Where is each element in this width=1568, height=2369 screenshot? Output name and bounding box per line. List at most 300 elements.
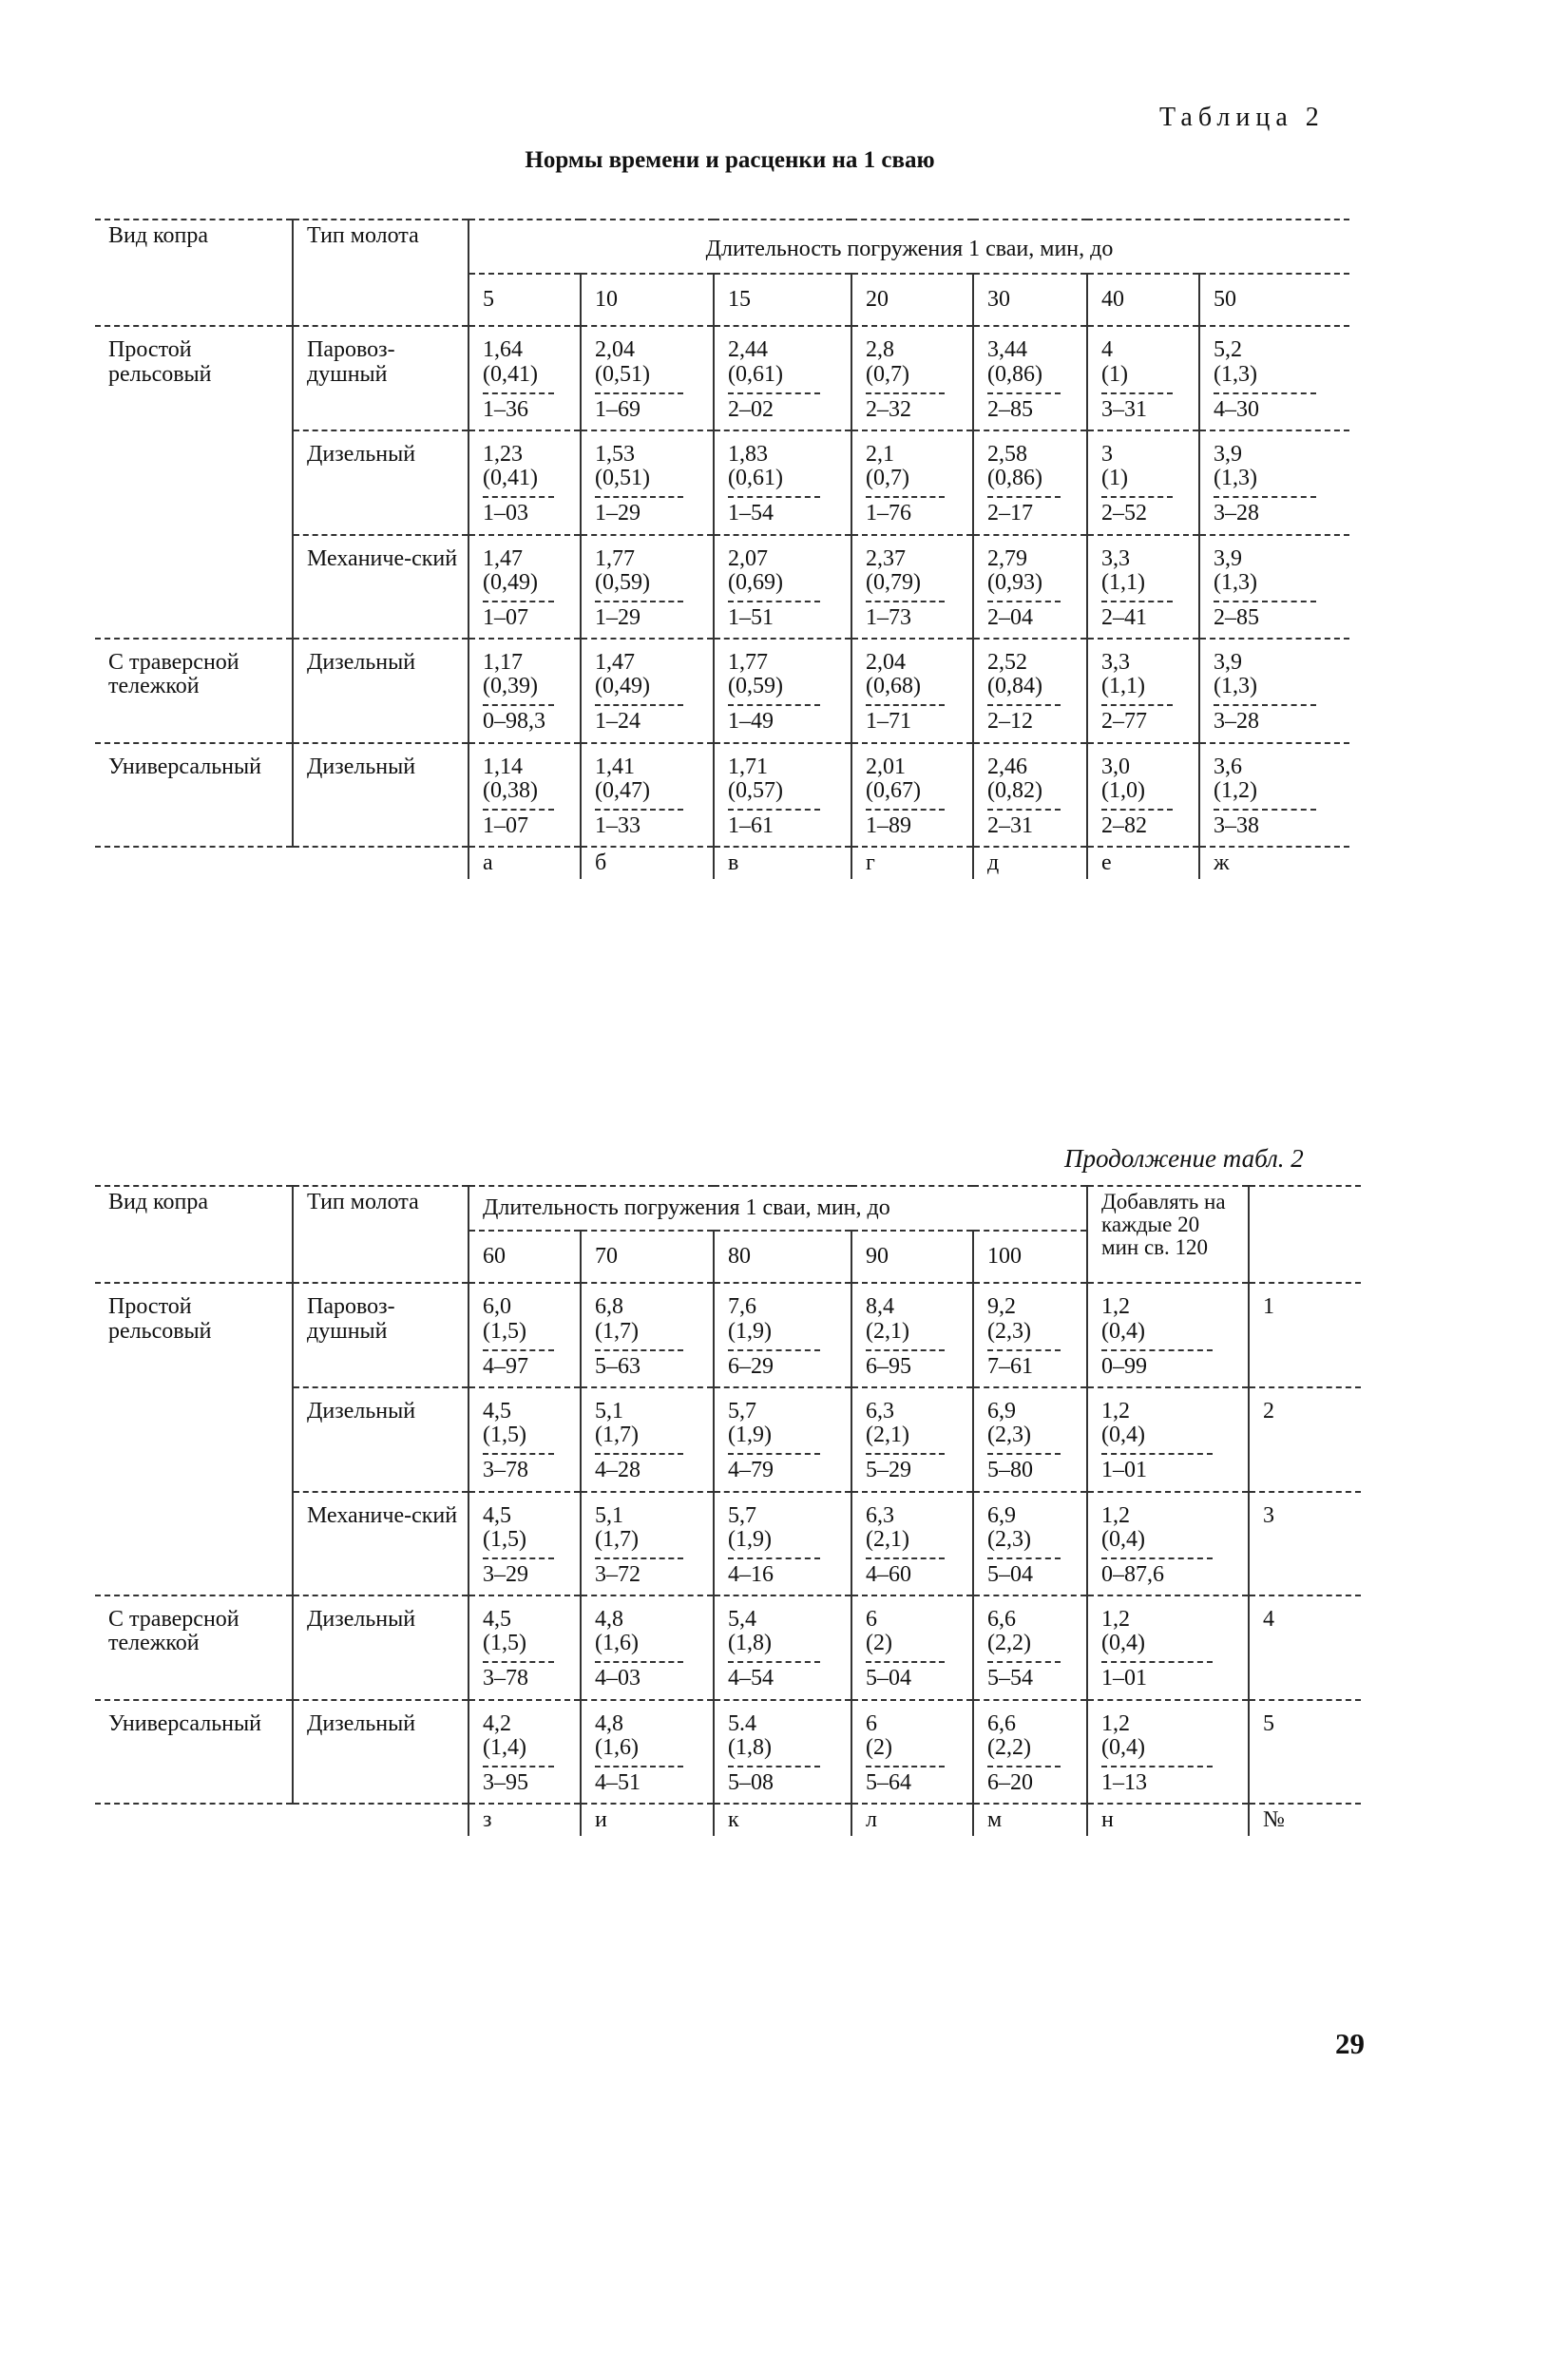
machine-time: (2,1) [866, 1526, 909, 1552]
value-cell [1199, 639, 1349, 743]
machine-time: (1,5) [483, 1526, 526, 1552]
norm-time: 4,5 [483, 1398, 511, 1423]
fraction-divider [866, 1557, 945, 1559]
machine-time: (1,9) [728, 1526, 772, 1552]
letters-blank [293, 1804, 468, 1836]
norm-time: 4 [1101, 337, 1113, 363]
value-cell [973, 1700, 1087, 1805]
fraction-divider [1101, 496, 1173, 498]
norm-time: 3,0 [1101, 754, 1130, 779]
rate-value: 1–07 [483, 604, 528, 630]
fraction-divider [987, 1453, 1061, 1455]
rate-value: 5–04 [987, 1561, 1033, 1587]
fraction-divider [987, 704, 1061, 706]
fraction-divider [728, 704, 820, 706]
machine-time: (0,93) [987, 569, 1042, 595]
table-row [95, 1492, 1361, 1596]
rate-value: 1–36 [483, 396, 528, 422]
machine-time: (1,5) [483, 1423, 526, 1448]
machine-time: (1,9) [728, 1318, 772, 1344]
norm-time: 5,1 [595, 1398, 623, 1423]
machine-time: (1,3) [1214, 361, 1257, 387]
rate-value: 2–52 [1101, 501, 1147, 526]
norm-time: 9,2 [987, 1294, 1016, 1320]
rate-value: 3–29 [483, 1561, 528, 1587]
value-cell [581, 326, 714, 430]
duration-header: 50 [1199, 274, 1349, 326]
fraction-divider [728, 809, 820, 811]
kopr-cell: Универсальный [95, 743, 293, 848]
rate-value: 4–03 [595, 1666, 641, 1691]
molot-cell: Дизельный [293, 1700, 468, 1805]
value-cell [973, 535, 1087, 640]
norm-time: 1,2 [1101, 1398, 1131, 1423]
value-cell [468, 430, 581, 535]
fraction-divider [595, 1661, 683, 1663]
value-cell [581, 1387, 714, 1492]
num-label: № [1249, 1804, 1361, 1836]
header-duration: Длительность погружения 1 сваи, мин, до [468, 1186, 1087, 1231]
rate-value: 4–97 [483, 1353, 528, 1379]
fraction-divider [595, 1453, 683, 1455]
machine-time: (1,3) [1214, 466, 1257, 491]
column-letter: д [973, 847, 1087, 879]
value-cell [973, 743, 1087, 848]
norm-time: 6,6 [987, 1607, 1016, 1633]
fraction-divider [483, 392, 554, 394]
table1-header-row [95, 220, 1349, 274]
value-cell [468, 743, 581, 848]
norm-time: 1,53 [595, 441, 635, 467]
kopr-cell: Простой рельсовый [95, 326, 293, 430]
table-row [95, 430, 1349, 535]
machine-time: (1,0) [1101, 777, 1145, 803]
value-cell [1087, 1387, 1249, 1492]
rate-value: 1–24 [595, 709, 641, 735]
machine-time: (1) [1101, 361, 1128, 387]
fraction-divider [728, 1661, 820, 1663]
value-cell [1087, 430, 1199, 535]
column-letter: в [714, 847, 851, 879]
machine-time: (0,79) [866, 569, 921, 595]
rate-value: 6–20 [987, 1770, 1033, 1795]
machine-time: (0,67) [866, 777, 921, 803]
value-cell [1199, 430, 1349, 535]
value-cell [973, 326, 1087, 430]
rate-value: 1–01 [1101, 1666, 1148, 1691]
rate-value: 6–95 [866, 1353, 911, 1379]
machine-time: (0,39) [483, 674, 538, 699]
fraction-divider [987, 601, 1061, 602]
fraction-divider [987, 1557, 1061, 1559]
norm-time: 2,79 [987, 545, 1027, 571]
machine-time: (1,4) [483, 1734, 526, 1760]
norm-time: 8,4 [866, 1294, 894, 1320]
machine-time: (1,3) [1214, 569, 1257, 595]
value-cell [714, 1595, 851, 1700]
header-add: Добавлять на каждые 20 мин св. 120 [1087, 1186, 1249, 1283]
table-row [95, 326, 1349, 430]
value-cell [973, 1387, 1087, 1492]
norms-table-1 [95, 219, 1349, 879]
norm-time: 7,6 [728, 1294, 756, 1320]
fraction-divider [483, 496, 554, 498]
norm-time: 2,04 [866, 650, 906, 676]
row-number: 3 [1249, 1492, 1361, 1596]
norm-time: 6 [866, 1607, 877, 1633]
fraction-divider [483, 1661, 554, 1663]
value-cell [581, 743, 714, 848]
norm-time: 3,3 [1101, 545, 1130, 571]
value-cell [1087, 326, 1199, 430]
header-duration: Длительность погружения 1 сваи, мин, до [468, 220, 1349, 274]
fraction-divider [728, 1557, 820, 1559]
machine-time: (0,49) [483, 569, 538, 595]
norm-time: 1,41 [595, 754, 635, 779]
molot-cell: Паровоз-душный [293, 326, 468, 430]
fraction-divider [1101, 1766, 1213, 1767]
fraction-divider [987, 1349, 1061, 1351]
molot-cell: Дизельный [293, 1387, 468, 1492]
page-number: 29 [1335, 2027, 1365, 2060]
column-letter: и [581, 1804, 714, 1836]
norm-time: 1,2 [1101, 1502, 1131, 1528]
continuation-label: Продолжение табл. 2 [1064, 1144, 1304, 1173]
value-cell [714, 535, 851, 640]
letters-blank [293, 847, 468, 879]
machine-time: (0,59) [595, 569, 650, 595]
norm-time: 2,8 [866, 337, 894, 363]
machine-time: (1,7) [595, 1526, 639, 1552]
fraction-divider [595, 1557, 683, 1559]
machine-time: (0,68) [866, 674, 921, 699]
molot-cell: Паровоз-душный [293, 1283, 468, 1387]
norm-time: 2,07 [728, 545, 768, 571]
norm-time: 6,9 [987, 1398, 1016, 1423]
value-cell [581, 1492, 714, 1596]
rate-value: 2–85 [987, 396, 1033, 422]
norm-time: 2,1 [866, 441, 894, 467]
value-cell [1087, 1700, 1249, 1805]
machine-time: (0,4) [1101, 1318, 1146, 1344]
fraction-divider [1214, 704, 1316, 706]
fraction-divider [1101, 1557, 1213, 1559]
machine-time: (1,3) [1214, 674, 1257, 699]
rate-value: 1–61 [728, 813, 774, 838]
rate-value: 1–33 [595, 813, 641, 838]
molot-cell: Механиче-ский [293, 535, 468, 640]
molot-cell: Дизельный [293, 430, 468, 535]
table2-header-row [95, 1186, 1361, 1231]
norm-time: 1,2 [1101, 1294, 1131, 1320]
value-cell [851, 326, 973, 430]
fraction-divider [595, 1349, 683, 1351]
norm-time: 1,14 [483, 754, 523, 779]
fraction-divider [595, 601, 683, 602]
value-cell [581, 1283, 714, 1387]
machine-time: (0,7) [866, 466, 909, 491]
norm-time: 4,8 [595, 1710, 623, 1736]
fraction-divider [1101, 1453, 1213, 1455]
rate-value: 1–51 [728, 604, 774, 630]
norm-time: 3,9 [1214, 441, 1242, 467]
rate-value: 2–31 [987, 813, 1033, 838]
value-cell [851, 743, 973, 848]
rate-value: 1–69 [595, 396, 641, 422]
value-cell [1087, 1492, 1249, 1596]
value-cell [468, 1700, 581, 1805]
fraction-divider [728, 601, 820, 602]
norm-time: 4,2 [483, 1710, 511, 1736]
column-letter: а [468, 847, 581, 879]
column-letter: м [973, 1804, 1087, 1836]
kopr-cell [95, 535, 293, 640]
norm-time: 2,01 [866, 754, 906, 779]
rate-value: 4–30 [1214, 396, 1259, 422]
row-number: 2 [1249, 1387, 1361, 1492]
header-molot: Тип молота [293, 220, 468, 326]
norm-time: 4,5 [483, 1607, 511, 1633]
machine-time: (1,1) [1101, 569, 1145, 595]
duration-header: 100 [973, 1231, 1087, 1283]
norm-time: 3 [1101, 441, 1113, 467]
machine-time: (2) [866, 1631, 892, 1656]
machine-time: (0,38) [483, 777, 538, 803]
rate-value: 3–72 [595, 1561, 641, 1587]
table-row [95, 639, 1349, 743]
fraction-divider [866, 809, 945, 811]
machine-time: (0,82) [987, 777, 1042, 803]
rate-value: 1–89 [866, 813, 911, 838]
value-cell [851, 535, 973, 640]
duration-header: 90 [851, 1231, 973, 1283]
duration-header: 15 [714, 274, 851, 326]
fraction-divider [987, 1661, 1061, 1663]
rate-value: 4–60 [866, 1561, 911, 1587]
row-number: 4 [1249, 1595, 1361, 1700]
rate-value: 1–76 [866, 501, 911, 526]
value-cell [714, 1387, 851, 1492]
letters-blank [95, 1804, 293, 1836]
rate-value: 2–12 [987, 709, 1033, 735]
fraction-divider [987, 392, 1061, 394]
fraction-divider [866, 392, 945, 394]
rate-value: 2–41 [1101, 604, 1147, 630]
rate-value: 4–51 [595, 1770, 641, 1795]
machine-time: (0,69) [728, 569, 783, 595]
value-cell [714, 1700, 851, 1805]
rate-value: 2–85 [1214, 604, 1259, 630]
machine-time: (0,86) [987, 361, 1042, 387]
rate-value: 3–31 [1101, 396, 1147, 422]
machine-time: (0,86) [987, 466, 1042, 491]
value-cell [1199, 535, 1349, 640]
machine-time: (0,57) [728, 777, 783, 803]
norm-time: 1,47 [595, 650, 635, 676]
value-cell [1087, 743, 1199, 848]
norm-time: 2,04 [595, 337, 635, 363]
norm-time: 4,8 [595, 1607, 623, 1633]
value-cell [851, 1283, 973, 1387]
rate-value: 5–04 [866, 1666, 911, 1691]
fraction-divider [483, 601, 554, 602]
fraction-divider [1101, 1661, 1213, 1663]
kopr-cell: С траверсной тележкой [95, 639, 293, 743]
machine-time: (0,84) [987, 674, 1042, 699]
rate-value: 1–73 [866, 604, 911, 630]
norm-time: 4,5 [483, 1502, 511, 1528]
rate-value: 5–08 [728, 1770, 774, 1795]
rate-value: 1–29 [595, 604, 641, 630]
machine-time: (0,51) [595, 361, 650, 387]
rate-value: 4–28 [595, 1458, 641, 1483]
table-row [95, 1387, 1361, 1492]
rate-value: 5–80 [987, 1458, 1033, 1483]
fraction-divider [728, 496, 820, 498]
column-letter: ж [1199, 847, 1349, 879]
fraction-divider [1101, 809, 1173, 811]
rate-value: 3–28 [1214, 709, 1259, 735]
machine-time: (0,41) [483, 466, 538, 491]
fraction-divider [483, 1349, 554, 1351]
fraction-divider [987, 1766, 1061, 1767]
norm-time: 3,44 [987, 337, 1027, 363]
duration-header: 20 [851, 274, 973, 326]
fraction-divider [1101, 704, 1173, 706]
norm-time: 5,7 [728, 1502, 756, 1528]
fraction-divider [866, 704, 945, 706]
norm-time: 1,23 [483, 441, 523, 467]
rate-value: 2–32 [866, 396, 911, 422]
machine-time: (2,1) [866, 1318, 909, 1344]
duration-header: 10 [581, 274, 714, 326]
kopr-cell [95, 1387, 293, 1492]
machine-time: (1) [1101, 466, 1128, 491]
column-letter: н [1087, 1804, 1249, 1836]
machine-time: (1,5) [483, 1318, 526, 1344]
machine-time: (0,61) [728, 361, 783, 387]
machine-time: (0,4) [1101, 1526, 1146, 1552]
table1-letters-row [95, 847, 1349, 879]
value-cell [973, 639, 1087, 743]
machine-time: (1,7) [595, 1423, 639, 1448]
norm-time: 6 [866, 1710, 877, 1736]
machine-time: (2) [866, 1734, 892, 1760]
machine-time: (0,51) [595, 466, 650, 491]
table-row [95, 743, 1349, 848]
fraction-divider [483, 704, 554, 706]
fraction-divider [483, 1766, 554, 1767]
fraction-divider [866, 1766, 945, 1767]
norm-time: 6,6 [987, 1710, 1016, 1736]
machine-time: (2,2) [987, 1734, 1031, 1760]
fraction-divider [483, 1557, 554, 1559]
rate-value: 2–82 [1101, 813, 1147, 838]
value-cell [468, 1492, 581, 1596]
value-cell [851, 430, 973, 535]
rate-value: 1–29 [595, 501, 641, 526]
norm-time: 6,3 [866, 1502, 894, 1528]
fraction-divider [866, 1349, 945, 1351]
value-cell [581, 1595, 714, 1700]
value-cell [714, 639, 851, 743]
value-cell [714, 743, 851, 848]
machine-time: (1,8) [728, 1631, 772, 1656]
machine-time: (0,47) [595, 777, 650, 803]
value-cell [851, 1492, 973, 1596]
norm-time: 6,3 [866, 1398, 894, 1423]
machine-time: (1,2) [1214, 777, 1257, 803]
machine-time: (0,4) [1101, 1423, 1146, 1448]
fraction-divider [595, 496, 683, 498]
value-cell [714, 1492, 851, 1596]
machine-time: (1,9) [728, 1423, 772, 1448]
fraction-divider [987, 496, 1061, 498]
value-cell [851, 639, 973, 743]
fraction-divider [866, 601, 945, 602]
value-cell [581, 639, 714, 743]
rate-value: 2–02 [728, 396, 774, 422]
rate-value: 1–01 [1101, 1458, 1148, 1483]
machine-time: (2,3) [987, 1526, 1031, 1552]
value-cell [1199, 743, 1349, 848]
header-molot: Тип молота [293, 1186, 468, 1283]
page-title: Нормы времени и расценки на 1 сваю [525, 147, 935, 173]
norm-time: 5,4 [728, 1607, 756, 1633]
fraction-divider [595, 704, 683, 706]
value-cell [468, 1387, 581, 1492]
fraction-divider [1101, 1349, 1213, 1351]
fraction-divider [595, 809, 683, 811]
rate-value: 1–71 [866, 709, 911, 735]
rate-value: 1–49 [728, 709, 774, 735]
norm-time: 2,46 [987, 754, 1027, 779]
column-letter: б [581, 847, 714, 879]
norm-time: 1,2 [1101, 1710, 1131, 1736]
duration-header: 5 [468, 274, 581, 326]
rate-value: 6–29 [728, 1353, 774, 1379]
norm-time: 1,2 [1101, 1607, 1131, 1633]
norms-table-2 [95, 1185, 1361, 1836]
fraction-divider [1101, 601, 1173, 602]
norm-time: 3,3 [1101, 650, 1130, 676]
norm-time: 2,58 [987, 441, 1027, 467]
value-cell [468, 1595, 581, 1700]
fraction-divider [595, 392, 683, 394]
column-letter: л [851, 1804, 973, 1836]
value-cell [714, 1283, 851, 1387]
fraction-divider [728, 1453, 820, 1455]
norm-time: 5,7 [728, 1398, 756, 1423]
machine-time: (0,7) [866, 361, 909, 387]
duration-header: 30 [973, 274, 1087, 326]
molot-cell: Дизельный [293, 639, 468, 743]
value-cell [851, 1595, 973, 1700]
machine-time: (0,41) [483, 361, 538, 387]
rate-value: 3–38 [1214, 813, 1259, 838]
fraction-divider [866, 496, 945, 498]
norm-time: 6,0 [483, 1294, 511, 1320]
machine-time: (1,1) [1101, 674, 1145, 699]
value-cell [468, 326, 581, 430]
table-row [95, 535, 1349, 640]
machine-time: (1,8) [728, 1734, 772, 1760]
rate-value: 4–54 [728, 1666, 774, 1691]
value-cell [973, 430, 1087, 535]
value-cell [714, 326, 851, 430]
header-num-blank [1249, 1186, 1361, 1283]
rate-value: 0–99 [1101, 1353, 1148, 1379]
